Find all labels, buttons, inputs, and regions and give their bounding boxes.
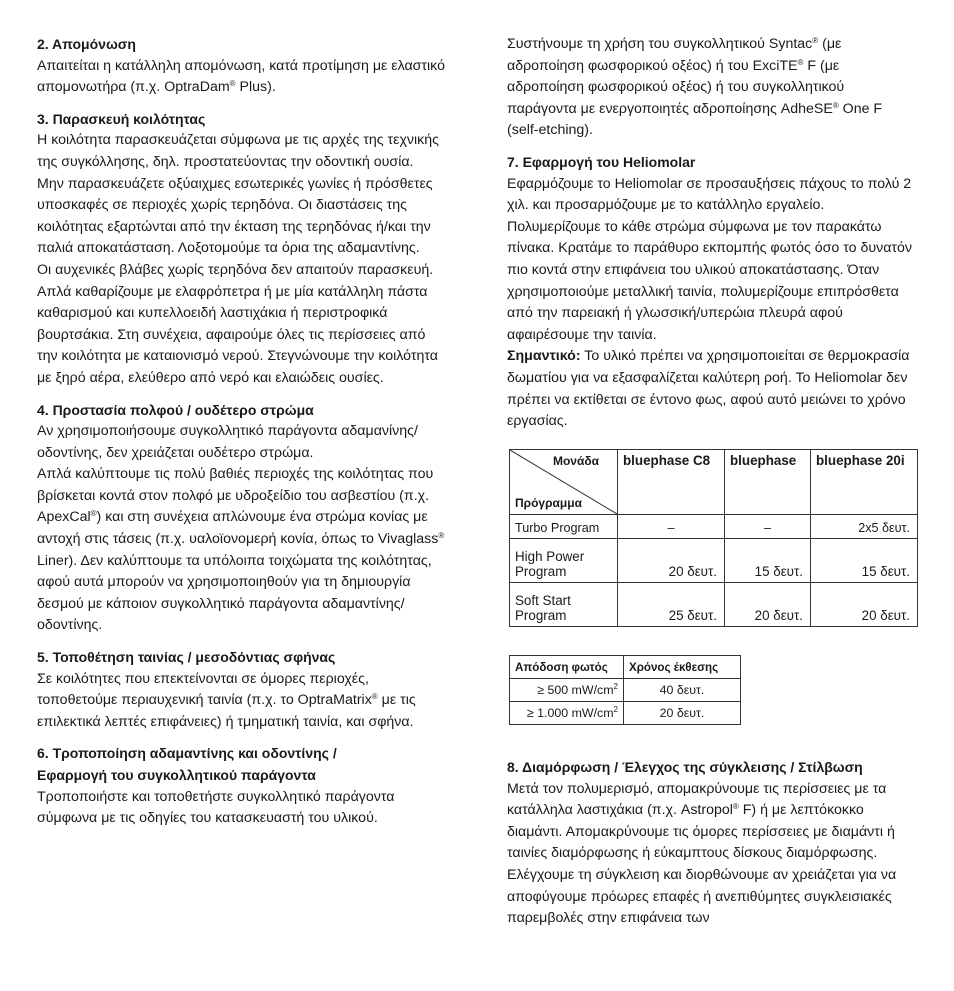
- column-header: bluephase: [725, 450, 811, 515]
- value-cell: 20 δευτ.: [618, 539, 725, 583]
- section-finishing: [507, 757, 917, 940]
- time-cell: 20 δευτ.: [624, 702, 741, 725]
- value-cell: 2x5 δευτ.: [811, 515, 918, 539]
- value-cell: 15 δευτ.: [811, 539, 918, 583]
- section-title: 4. Προστασία πολφού / ουδέτερο στρώμα: [37, 401, 314, 418]
- left-column: [37, 34, 449, 840]
- paragraph: Μην παρασκευάζετε οξύαιχμες εσωτερικές γωνίες ή πρόσθετες υποσκαφές σε περιοχές χωρίς τερηδόνα. Οι διαστάσεις της κοιλότητας εξαρτώνται από την έκταση της τερηδόνας ή/και την παλιά αποκατάσταση. Λοξοτομούμε τα όρια της αδαμαντίνης.: [37, 175, 433, 257]
- value-cell: 20 δευτ.: [725, 583, 811, 627]
- value-cell: 15 δευτ.: [725, 539, 811, 583]
- value-cell: 20 δευτ.: [811, 583, 918, 627]
- right-column: [507, 34, 917, 443]
- section-application: [507, 152, 917, 433]
- paragraph: Σημαντικό: Το υλικό πρέπει να χρησιμοποιείται σε θερμοκρασία δωματίου για να εξασφαλίζεται καλύτερη ροή. Το Heliomolar δεν πρέπει να εκτίθεται σε έντονο φως, αφού αυτό μειώνει το χρόνο εργασίας.: [507, 348, 910, 430]
- section-title: 7. Εφαρμογή του Heliomolar: [507, 153, 696, 170]
- table-row: [510, 702, 741, 725]
- paragraph: Συστήνουμε τη χρήση του συγκολλητικού Syntac® (με αδροποίηση φωσφορικού οξέος) ή του ExciTE® F (με αδροποίηση φωσφορικού οξέος) ή του συγκολλητικού παράγοντα με ενεργοποιητές αδροποίησης AdheSE® One F (self-etching).: [507, 36, 883, 139]
- row-axis-label: Πρόγραμμα: [515, 496, 582, 510]
- table-row: [510, 679, 741, 702]
- section-title: Εφαρμογή του συγκολλητικού παράγοντα: [37, 767, 316, 783]
- table-row: [510, 515, 918, 539]
- curing-table: [509, 449, 918, 627]
- column-header: Χρόνος έκθεσης: [624, 656, 741, 679]
- section-matrix-wedge: [37, 647, 449, 733]
- section-pulp-protection: [37, 400, 449, 638]
- table-corner-header: [510, 450, 618, 515]
- paragraph: Οι αυχενικές βλάβες χωρίς τερηδόνα δεν απαιτούν παρασκευή. Απλά καθαρίζουμε με ελαφρόπετρα ή με μία κατάλληλη πάστα καθαρισμού και κυπελλοειδή λαστιχάκια ή περιστροφικά βουρτσάκια. Στη συνέχεια, αφαιρούμε όλες τις περίσσειες από την κοιλότητα με καταιονισμό νερού. Στεγνώνουμε την κοιλότητα με ξηρό αέρα, ελεύθερο από νερό και ελαιώδεις ουσίες.: [37, 261, 438, 386]
- column-header: bluephase C8: [618, 450, 725, 515]
- program-cell: High Power Program: [510, 539, 618, 583]
- value-cell: –: [725, 515, 811, 539]
- paragraph: Σε κοιλότητες που επεκτείνονται σε όμορες περιοχές, τοποθετούμε περιαυχενική ταινία (π.χ. το OptraMatrix® με τις επιλεκτικά λεπτές επιφάνειες) ή τμηματική ταινία, και σφήνα.: [37, 670, 416, 730]
- value-cell: 25 δευτ.: [618, 583, 725, 627]
- section-conditioning: [37, 743, 449, 829]
- column-axis-label: Μονάδα: [552, 454, 599, 468]
- table-row: [510, 583, 918, 627]
- section-isolation: [37, 34, 449, 99]
- output-cell: ≥ 1.000 $mW/cm^2$: [510, 702, 624, 725]
- light-output-table: [509, 655, 741, 725]
- section-title: 8. Διαμόρφωση / Έλεγχος της σύγκλεισης / Στίλβωση: [507, 759, 863, 775]
- section-title: 5. Τοποθέτηση ταινίας / μεσοδόντιας σφήνας: [37, 649, 336, 666]
- section-title: 3. Παρασκευή κοιλότητας: [37, 110, 206, 127]
- table-row: [510, 539, 918, 583]
- program-cell: Soft Start Program: [510, 583, 618, 627]
- section-bonding-intro: [507, 34, 917, 142]
- column-header: Απόδοση φωτός: [510, 656, 624, 679]
- paragraph: Απλά καλύπτουμε τις πολύ βαθιές περιοχές της κοιλότητας που βρίσκεται κοντά στον πολφό με υδροξείδιο του ασβεστίου (π.χ. ApexCal®) και στη συνέχεια απλώνουμε ένα στρώμα κονίας με αντοχή στις τάσεις (π.χ. υαλοϊονομερή κονία, όπως το Vivaglass® Liner). Δεν καλύπτουμε τα υπόλοιπα τοιχώματα της κοιλότητας, αφού αυτά μπορούν να χρησιμοποιηθούν για τη δημιουργία δεσμού με κάποιον συγκολλητικό παράγοντα αδαμαντίνης/οδοντίνης.: [37, 466, 445, 634]
- section-title: 2. Απομόνωση: [37, 36, 136, 52]
- paragraph: Απαιτείται η κατάλληλη απομόνωση, κατά προτίμηση με ελαστικό απομονωτήρα (π.χ. OptraDam® Plus).: [37, 57, 445, 96]
- paragraph: Εφαρμόζουμε το Heliomolar σε προσαυξήσεις πάχους το πολύ 2 χιλ. και προσαρμόζουμε με το κατάλληλο εργαλείο. Πολυμερίζουμε το κάθε στρώμα σύμφωνα με τον παρακάτω πίνακα. Κρατάμε το παράθυρο εκπομπής φωτός όσο το δυνατόν πιο κοντά στην επιφάνεια του υλικού αποκατάστασης. Όταν χρησιμοποιούμε μεταλλική ταινία, πολυμερίζουμε επιπρόσθετα από την παρειακή ή γλωσσική/υπερώια πλευρά αφού αφαιρέσουμε την ταινία.: [507, 175, 913, 343]
- program-cell: Turbo Program: [510, 515, 618, 539]
- output-cell: ≥ 500 $mW/cm^2$: [510, 679, 624, 702]
- section-cavity-preparation: [37, 109, 449, 390]
- section-title: 6. Τροποποίηση αδαμαντίνης και οδοντίνης /: [37, 745, 337, 762]
- paragraph: Αν χρησιμοποιήσουμε συγκολλητικό παράγοντα αδαμανίνης/οδοντίνης, δεν χρειάζεται ουδέτερο στρώμα.: [37, 423, 418, 461]
- value-cell: –: [618, 515, 725, 539]
- paragraph: Τροποποιήστε και τοποθετήστε συγκολλητικό παράγοντα σύμφωνα με τις οδηγίες του κατασκευαστή του υλικού.: [37, 788, 395, 827]
- paragraph: Μετά τον πολυμερισμό, απομακρύνουμε τις περίσσειες με τα κατάλληλα λαστιχάκια (π.χ. Astropol® F) ή με λεπτόκοκκο διαμάντι. Απομακρύνουμε τις όμορες περίσσειες με διαμάντι ή ταινίες διαμόρφωσης ή εύκαμπτους δίσκους διαμόρφωσης. Ελέγχουμε τη σύγκλειση και διορθώνουμε αν χρειάζεται για να αποφύγουμε πρόωρες επαφές ή ανεπιθύμητες συγκλεισιακές παρεμβολές στην επιφάνεια των: [507, 780, 897, 927]
- time-cell: 40 δευτ.: [624, 679, 741, 702]
- column-header: bluephase 20i: [811, 450, 918, 515]
- paragraph: Η κοιλότητα παρασκευάζεται σύμφωνα με τις αρχές της τεχνικής της συγκόλλησης, δηλ. προστατεύοντας την οδοντική ουσία.: [37, 132, 439, 170]
